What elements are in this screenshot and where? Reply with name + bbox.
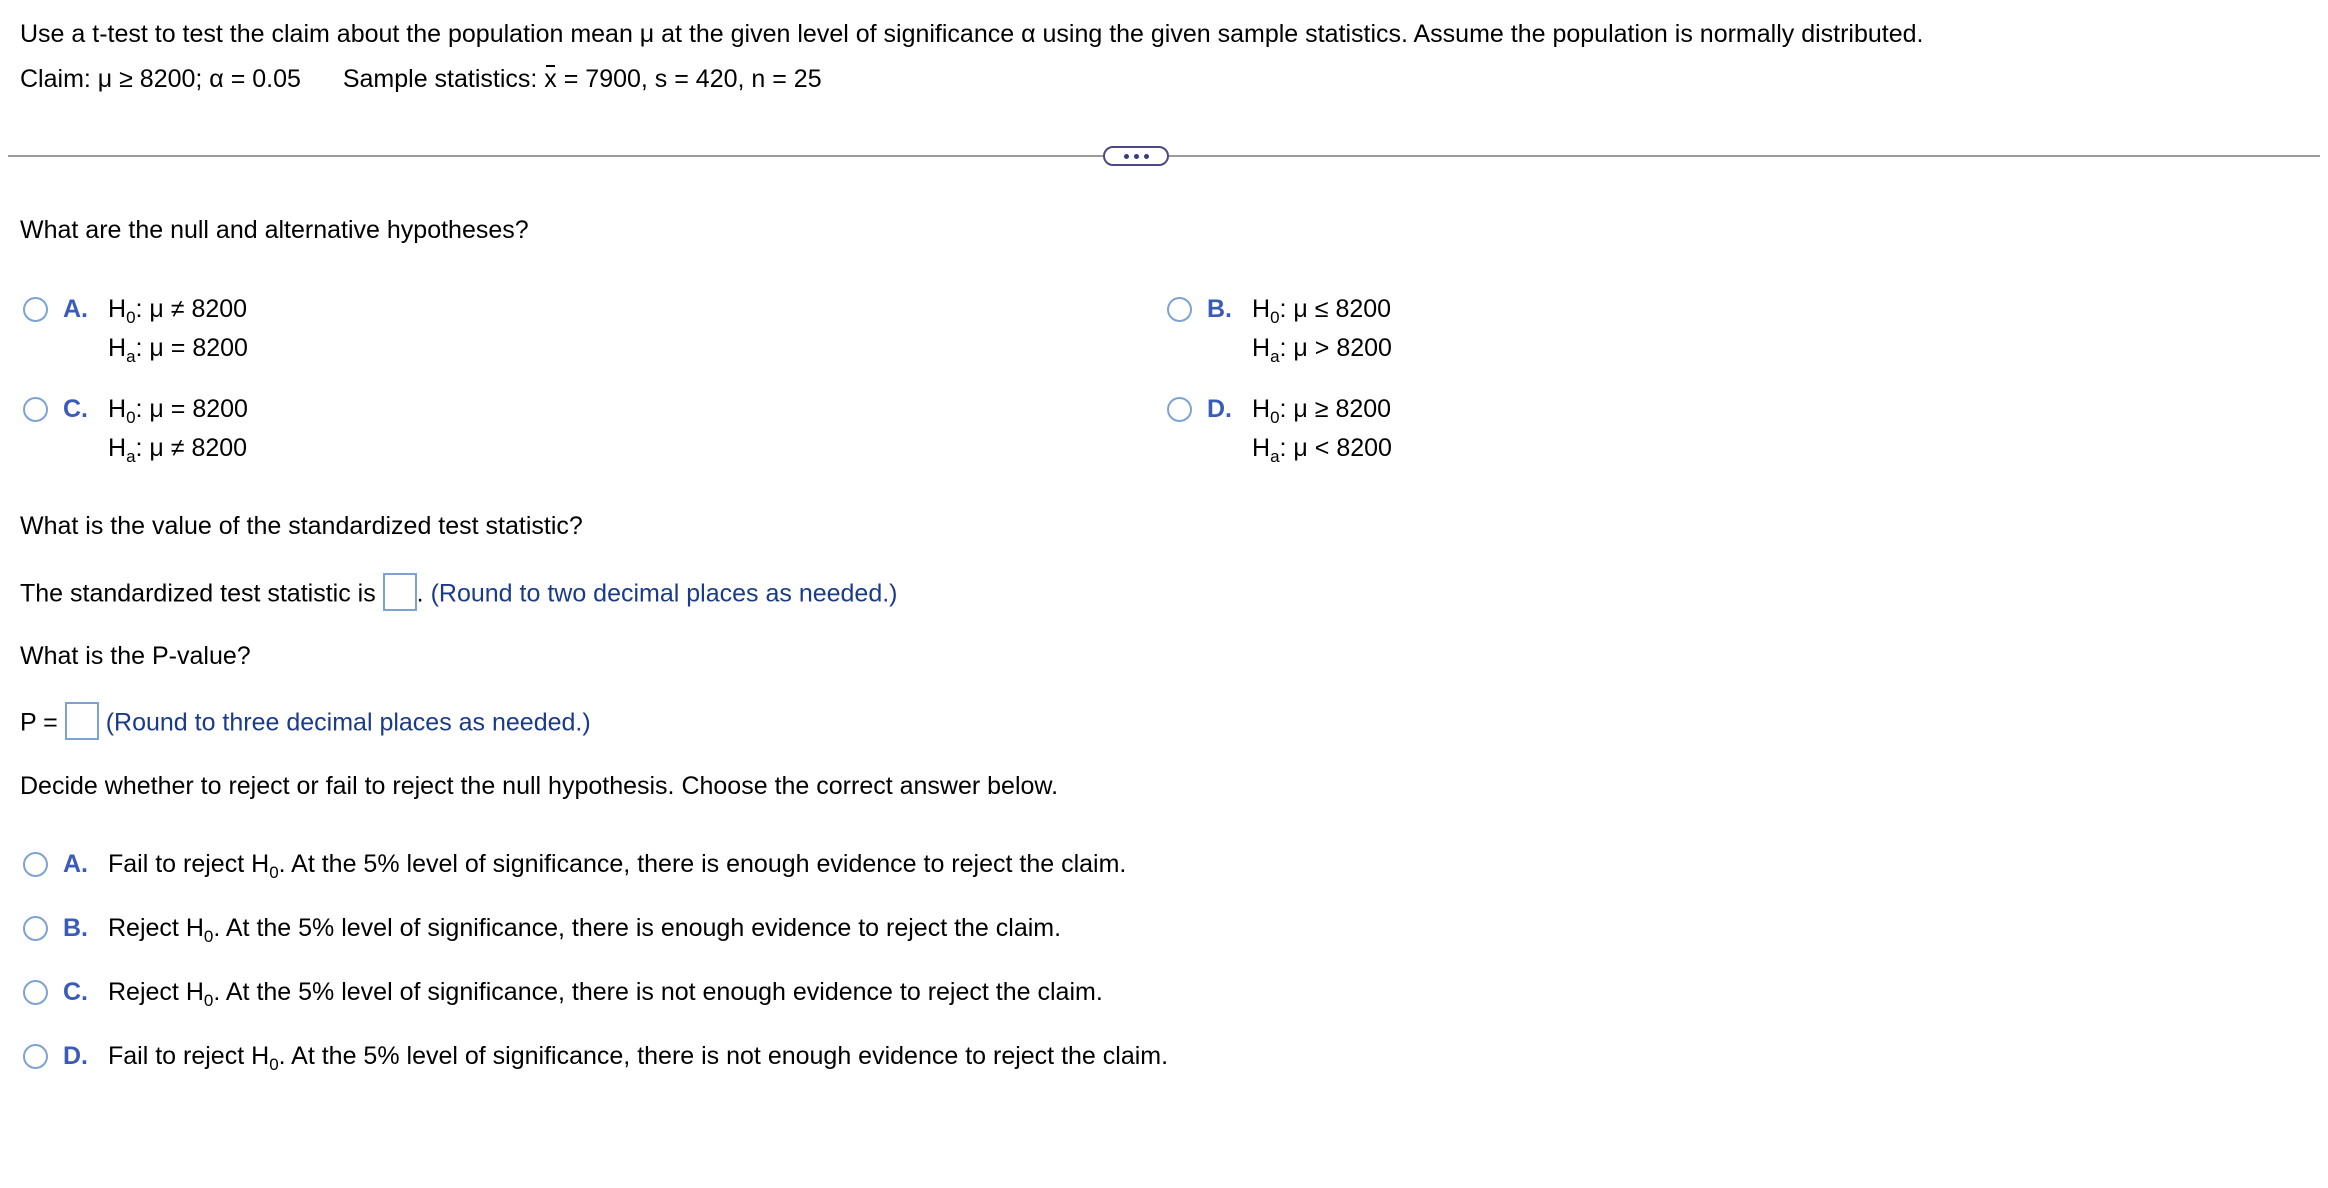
p-value-hint: (Round to three decimal places as needed.)	[105, 708, 591, 737]
hypothesis-option-a-alt: $H_a$: μ = 8200	[108, 334, 248, 366]
decision-option-d-radio[interactable]	[23, 1044, 48, 1069]
test-statistic-prompt: What is the value of the standardized test statistic?	[20, 512, 583, 540]
p-value-input[interactable]	[65, 702, 99, 740]
decision-option-b-radio[interactable]	[23, 916, 48, 941]
decision-option-b-text: Reject $H_0$. At the 5% level of significance, there is enough evidence to reject the claim.	[108, 914, 1062, 946]
decision-option-d-letter: D.	[63, 1042, 88, 1070]
hypothesis-option-c-letter: C.	[63, 395, 88, 423]
test-statistic-input[interactable]	[383, 573, 417, 611]
instructions-text: Use a t-test to test the claim about the population mean μ at the given level of significance α using the given sample statistics. Assume the population is normally distributed.	[20, 20, 1924, 48]
hypothesis-option-d-alt: $H_a$: μ < 8200	[1252, 434, 1392, 466]
sample-stats-label: Sample statistics:	[342, 65, 538, 93]
decision-option-c-radio[interactable]	[23, 980, 48, 1005]
test-statistic-hint: (Round to two decimal places as needed.)	[430, 579, 898, 608]
hypothesis-option-d-radio[interactable]	[1167, 397, 1192, 422]
hypothesis-option-d-null: $H_0$: μ ≥ 8200	[1252, 395, 1392, 427]
hypothesis-option-c-alt: $H_a$: μ ≠ 8200	[108, 434, 248, 466]
decision-option-a-letter: A.	[63, 850, 88, 878]
decision-option-d-text: Fail to reject $H_0$. At the 5% level of significance, there is not enough evidence to reject the claim.	[108, 1042, 1169, 1074]
hypothesis-option-a-radio[interactable]	[23, 297, 48, 322]
xbar-symbol: x	[544, 65, 557, 93]
claim-text: Claim: μ ≥ 8200; α = 0.05	[20, 65, 301, 93]
hypothesis-option-a-letter: A.	[63, 295, 88, 323]
decision-option-c-text: Reject $H_0$. At the 5% level of significance, there is not enough evidence to reject the claim.	[108, 978, 1103, 1010]
hypotheses-prompt: What are the null and alternative hypotheses?	[20, 216, 529, 244]
p-value-label: P =	[20, 708, 58, 737]
expand-more-button[interactable]	[1103, 146, 1169, 166]
sample-stats-values: = 7900, s = 420, n = 25	[563, 65, 822, 93]
hypothesis-option-c-radio[interactable]	[23, 397, 48, 422]
decision-option-a-text: Fail to reject $H_0$. At the 5% level of significance, there is enough evidence to reject the claim.	[108, 850, 1127, 882]
test-statistic-line	[20, 576, 898, 614]
hypothesis-option-a-null: $H_0$: μ ≠ 8200	[108, 295, 248, 327]
p-value-line	[20, 705, 591, 743]
p-value-prompt: What is the P-value?	[20, 642, 251, 670]
hypothesis-option-d-letter: D.	[1207, 395, 1232, 423]
hypothesis-option-b-letter: B.	[1207, 295, 1232, 323]
test-statistic-period: .	[416, 579, 424, 608]
decision-option-a-radio[interactable]	[23, 852, 48, 877]
claim-line	[20, 64, 822, 94]
hypothesis-option-c-null: $H_0$: μ = 8200	[108, 395, 248, 427]
decision-option-b-letter: B.	[63, 914, 88, 942]
hypothesis-option-b-radio[interactable]	[1167, 297, 1192, 322]
test-statistic-label: The standardized test statistic is	[20, 579, 376, 608]
hypothesis-option-b-alt: $H_a$: μ > 8200	[1252, 334, 1392, 366]
decision-option-c-letter: C.	[63, 978, 88, 1006]
decision-prompt: Decide whether to reject or fail to reject the null hypothesis. Choose the correct answer below.	[20, 772, 1059, 800]
hypothesis-option-b-null: $H_0$: μ ≤ 8200	[1252, 295, 1392, 327]
more-dots-icon	[1124, 154, 1149, 159]
